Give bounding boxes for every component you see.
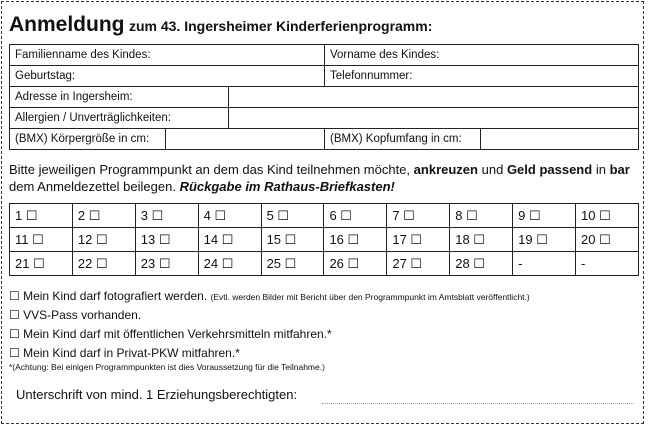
koerpergroesse-label: (BMX) Körpergröße in cm:: [10, 129, 166, 149]
adresse-label: Adresse in Ingersheim:: [10, 87, 229, 107]
program-checkbox-cell[interactable]: 1 ☐: [10, 204, 73, 228]
program-row: [10, 252, 639, 276]
program-checkbox-cell: -: [513, 252, 576, 276]
program-checkbox-cell: -: [576, 252, 639, 276]
program-grid: [9, 203, 639, 276]
program-checkbox-cell[interactable]: 15 ☐: [261, 228, 324, 252]
program-checkbox-cell[interactable]: 20 ☐: [576, 228, 639, 252]
program-checkbox-cell[interactable]: 16 ☐: [324, 228, 387, 252]
instr-part-3: in: [595, 162, 606, 177]
instr-bold-geld: Geld passend: [506, 162, 593, 177]
program-checkbox-cell[interactable]: 19 ☐: [513, 228, 576, 252]
program-checkbox-cell[interactable]: 7 ☐: [387, 204, 450, 228]
program-checkbox-cell[interactable]: 11 ☐: [10, 228, 73, 252]
checkbox-oepnv[interactable]: ☐ Mein Kind darf mit öffentlichen Verkehrsmitteln mitfahren.*: [9, 327, 332, 341]
program-checkbox-cell[interactable]: 24 ☐: [198, 252, 261, 276]
program-checkbox-cell[interactable]: 14 ☐: [198, 228, 261, 252]
program-checkbox-cell[interactable]: 4 ☐: [198, 204, 261, 228]
program-checkbox-cell[interactable]: 12 ☐: [72, 228, 135, 252]
program-checkbox-cell[interactable]: 9 ☐: [513, 204, 576, 228]
program-checkbox-cell[interactable]: 3 ☐: [135, 204, 198, 228]
kopfumfang-label: (BMX) Kopfumfang in cm:: [325, 129, 481, 149]
instr-bold-ankreuzen: ankreuzen: [413, 162, 478, 177]
checkbox-pkw[interactable]: ☐ Mein Kind darf in Privat-PKW mitfahren.*: [9, 346, 240, 360]
instr-part-1: Bitte jeweiligen Programmpunkt an dem das Kind teilnehmen möchte,: [9, 162, 411, 177]
allergien-label: Allergien / Unverträglichkeiten:: [10, 108, 229, 128]
foto-note: (Evtl. werden Bilder mit Bericht über den Programmpunkt im Amtsblatt veröffentlicht.): [210, 292, 530, 302]
instr-rueckgabe: Rückgabe im Rathaus-Briefkasten!: [179, 179, 395, 194]
program-checkbox-cell[interactable]: 6 ☐: [324, 204, 387, 228]
program-checkbox-cell[interactable]: 26 ☐: [324, 252, 387, 276]
foto-label: ☐ Mein Kind darf fotografiert werden.: [9, 289, 208, 303]
program-checkbox-cell[interactable]: 8 ☐: [450, 204, 513, 228]
geburtstag-field[interactable]: Geburtstag:: [10, 66, 325, 87]
program-checkbox-cell[interactable]: 5 ☐: [261, 204, 324, 228]
telefon-field[interactable]: Telefonnummer:: [325, 66, 639, 87]
program-row: [10, 204, 639, 228]
checkbox-foto[interactable]: [9, 287, 639, 306]
program-checkbox-cell[interactable]: 13 ☐: [135, 228, 198, 252]
program-checkbox-cell[interactable]: 22 ☐: [72, 252, 135, 276]
program-checkbox-cell[interactable]: 21 ☐: [10, 252, 73, 276]
program-checkbox-cell[interactable]: 10 ☐: [576, 204, 639, 228]
program-checkbox-cell[interactable]: 27 ☐: [387, 252, 450, 276]
program-checkbox-cell[interactable]: 18 ☐: [450, 228, 513, 252]
checkbox-vvs[interactable]: ☐ VVS-Pass vorhanden.: [9, 308, 142, 322]
instr-bold-bar: bar: [609, 162, 630, 177]
program-row: [10, 228, 639, 252]
vorname-field[interactable]: Vorname des Kindes:: [325, 45, 639, 66]
program-checkbox-cell[interactable]: 23 ☐: [135, 252, 198, 276]
signature-label: Unterschrift von mind. 1 Erziehungsberechtigten:: [16, 387, 298, 402]
instr-part-2: und: [481, 162, 504, 177]
signature-line[interactable]: [322, 403, 634, 404]
program-checkbox-cell[interactable]: 28 ☐: [450, 252, 513, 276]
program-checkbox-cell[interactable]: 25 ☐: [261, 252, 324, 276]
title-main: Anmeldung: [9, 13, 125, 36]
form-title: [9, 13, 432, 37]
program-checkbox-cell[interactable]: 17 ☐: [387, 228, 450, 252]
instr-part-4: dem Anmeldezettel beilegen.: [9, 179, 176, 194]
footnote: *(Achtung: Bei einigen Programmpunkten ist dies Voraussetzung für die Teilnahme.): [9, 362, 325, 372]
consent-section: [9, 287, 639, 372]
program-checkbox-cell[interactable]: 2 ☐: [72, 204, 135, 228]
familienname-field[interactable]: Familienname des Kindes:: [10, 45, 325, 66]
instructions-text: [9, 161, 639, 195]
title-sub: zum 43. Ingersheimer Kinderferienprogramm:: [128, 18, 433, 34]
child-info-table: [9, 44, 639, 150]
